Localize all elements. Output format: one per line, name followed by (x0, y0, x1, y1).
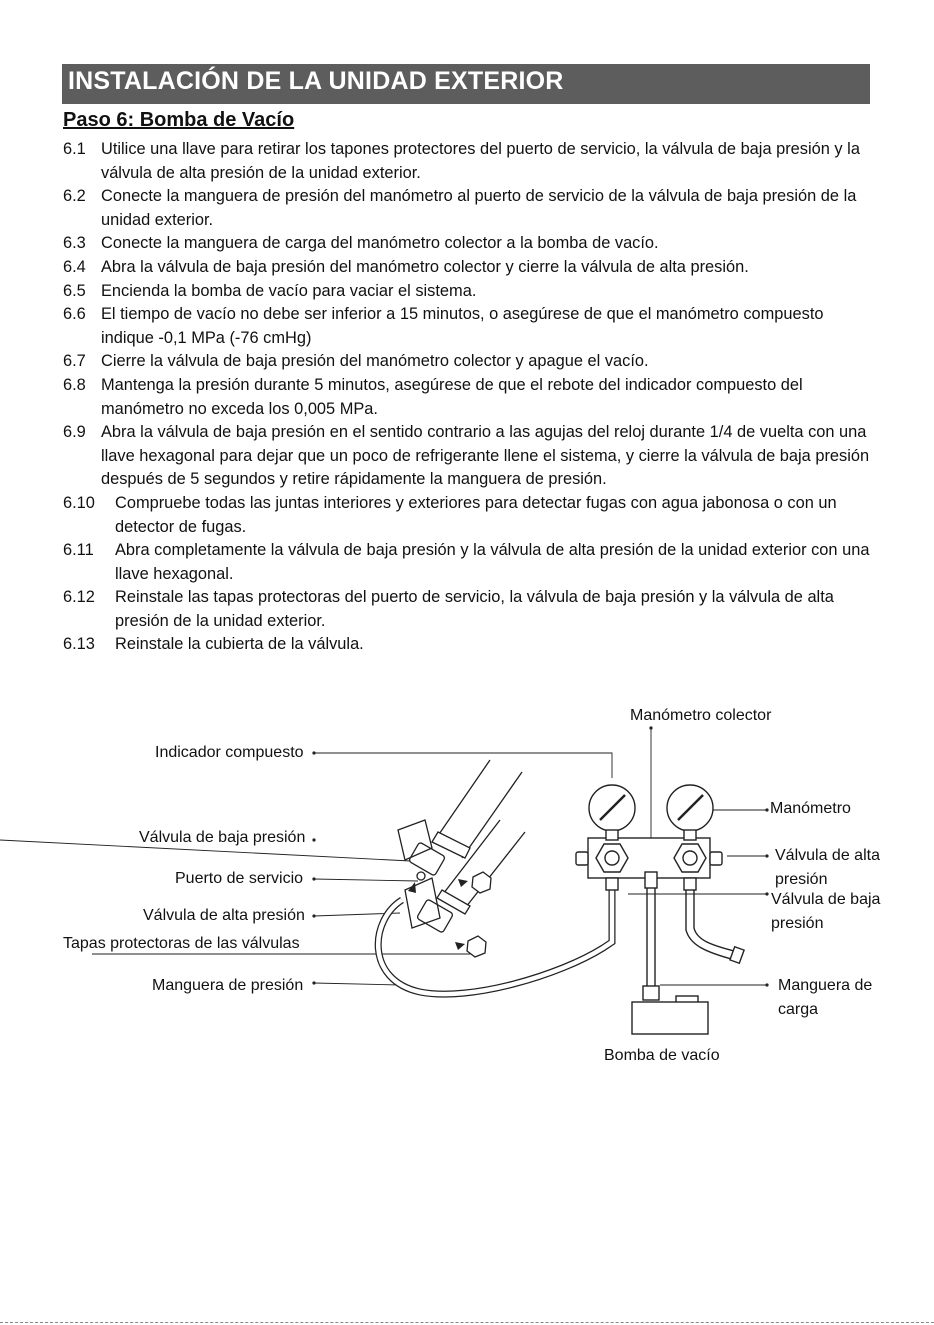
step-text: Encienda la bomba de vacío para vaciar el sistema. (101, 281, 477, 300)
label-valvula-baja-right: Válvula de baja (771, 891, 881, 908)
step-number: 6.13 (63, 635, 95, 654)
step-text: El tiempo de vacío no debe ser inferior a 15 minutos, o asegúrese de que el manómetro compuesto indique -0,1 MPa (-76 cmHg) (101, 305, 824, 347)
step-number: 6.3 (63, 234, 86, 253)
label-manguera-presion: Manguera de presión (152, 977, 304, 994)
label-puerto-servicio: Puerto de servicio (175, 870, 304, 887)
label-bomba-vacio: Bomba de vacío (604, 1047, 720, 1064)
vacuum-pump (632, 986, 708, 1034)
label-valvula-baja: Válvula de baja presión (139, 829, 306, 846)
list-item (63, 256, 875, 280)
step-number: 6.5 (63, 281, 86, 300)
list-item (63, 232, 875, 256)
step-number: 6.8 (63, 375, 86, 394)
step-number: 6.12 (63, 588, 95, 607)
step-title: Paso 6: Bomba de Vacío (63, 109, 295, 131)
label-indicador-compuesto: Indicador compuesto (155, 744, 304, 761)
label-manguera-carga-line2: carga (778, 1001, 819, 1018)
label-valvula-alta: Válvula de alta presión (143, 907, 305, 924)
list-item (63, 374, 875, 421)
step-number: 6.7 (63, 352, 86, 371)
list-item (63, 138, 875, 185)
step-number: 6.1 (63, 140, 86, 158)
label-manometro-colector: Manómetro colector (630, 707, 772, 724)
label-manometro: Manómetro (770, 800, 851, 817)
step-number: 6.2 (63, 187, 86, 206)
list-item (63, 633, 875, 657)
step-text: Reinstale la cubierta de la válvula. (115, 635, 364, 654)
vacuum-pump-diagram (0, 680, 934, 1100)
step-text: Cierre la válvula de baja presión del manómetro colector y apague el vacío. (101, 352, 649, 371)
step-text: Abra la válvula de baja presión del manómetro colector y cierre la válvula de alta presión. (101, 257, 749, 276)
step-number: 6.10 (63, 493, 95, 512)
list-item (63, 492, 875, 539)
label-valvula-alta-right-line2: presión (775, 871, 828, 888)
pressure-hose (378, 890, 612, 994)
section-header-bar (62, 64, 870, 104)
step-text: Compruebe todas las juntas interiores y exteriores para detectar fugas con agua jabonosa o con un detector de fugas. (115, 493, 837, 536)
outdoor-valves (398, 760, 525, 957)
label-manguera-carga: Manguera de (778, 977, 873, 994)
list-item (63, 539, 875, 586)
step-text: Mantenga la presión durante 5 minutos, asegúrese de que el rebote del indicador compuesto del manómetro no exceda los 0,005 MPa. (101, 375, 803, 418)
list-item (63, 586, 875, 633)
label-tapas-protectoras: Tapas protectoras de las válvulas (63, 935, 300, 952)
list-item (63, 421, 875, 492)
label-valvula-alta-right: Válvula de alta (775, 847, 880, 864)
hoses (647, 888, 744, 990)
step-text: Abra la válvula de baja presión en el sentido contrario a las agujas del reloj durante 1/4 de vuelta con una llave hexagonal para dejar que un poco de refrigerante llene el sistema, y cierre la válvula de baja presión después de 5 segundos y retire rápidamente la manguera de presión. (101, 423, 870, 489)
step-number: 6.9 (63, 423, 86, 442)
steps-list (63, 138, 875, 657)
list-item (63, 185, 875, 232)
list-item (63, 350, 875, 374)
step-text: Utilice una llave para retirar los tapones protectores del puerto de servicio, la válvula de baja presión y la válvula de alta presión de la unidad exterior. (101, 140, 860, 182)
step-number: 6.6 (63, 305, 86, 324)
step-number: 6.4 (63, 257, 86, 276)
step-text: Abra completamente la válvula de baja presión y la válvula de alta presión de la unidad exterior con una llave hexagonal. (115, 541, 870, 583)
step-text: Reinstale las tapas protectoras del puerto de servicio, la válvula de baja presión y la válvula de alta presión de la unidad exterior. (115, 588, 834, 630)
manifold-gauge (576, 785, 722, 890)
label-valvula-baja-right-line2: presión (771, 915, 824, 932)
section-title: INSTALACIÓN DE LA UNIDAD EXTERIOR (68, 67, 564, 95)
step-text: Conecte la manguera de carga del manómetro colector a la bomba de vacío. (101, 234, 659, 253)
list-item (63, 303, 875, 350)
step-text: Conecte la manguera de presión del manómetro al puerto de servicio de la válvula de baja presión de la unidad exterior. (101, 187, 857, 229)
step-number: 6.11 (63, 541, 94, 560)
list-item (63, 280, 875, 304)
page-bottom-rule (0, 1322, 934, 1323)
